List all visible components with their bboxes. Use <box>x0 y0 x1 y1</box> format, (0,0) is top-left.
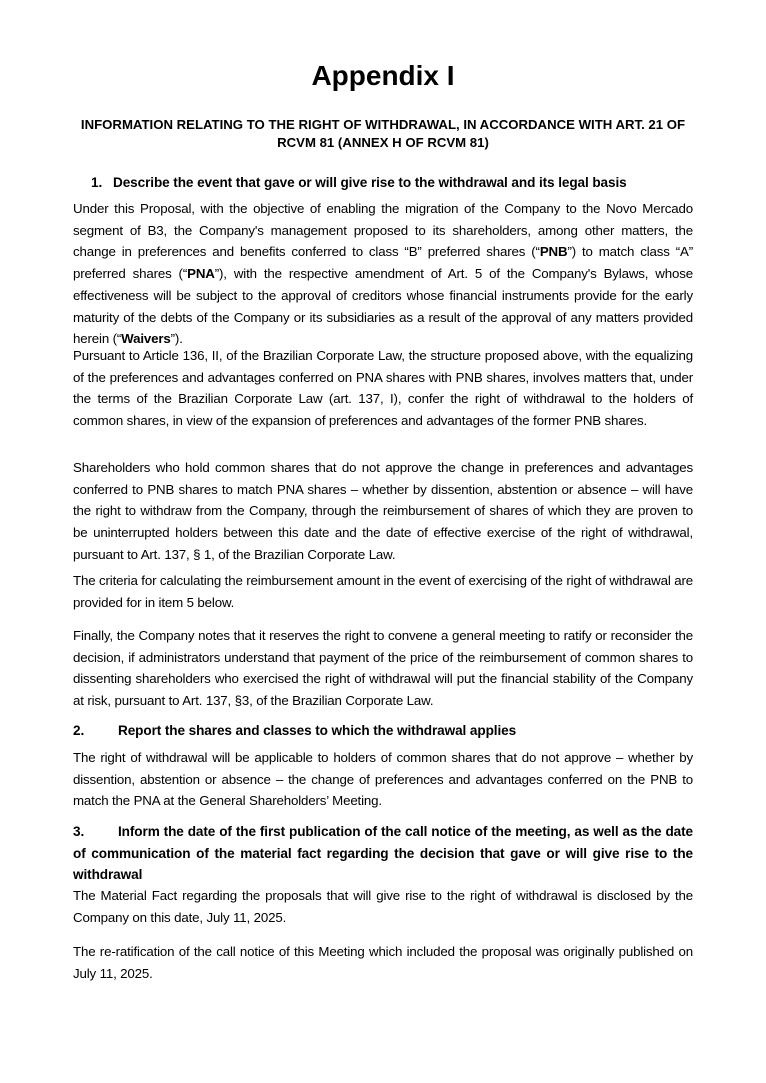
section-number: 1. <box>91 175 103 190</box>
paragraph <box>73 345 693 432</box>
paragraph <box>73 570 693 613</box>
section-heading: Report the shares and classes to which the withdrawal applies <box>118 723 517 738</box>
text-segment: The right of withdrawal will be applicable to holders of common shares that do not approve – whether by dissention, abstention or absence – the change of preferences and advantages conferred on the PNB to match the PNA at the General Shareholders’ Meeting. <box>73 750 693 809</box>
defined-term: PNA <box>187 266 215 282</box>
paragraph <box>73 941 693 984</box>
section-1-heading <box>73 172 693 194</box>
subtitle: INFORMATION RELATING TO THE RIGHT OF WITHDRAWAL, IN ACCORDANCE WITH ART. 21 OF RCVM 81 (ANNEX H OF RCVM 81) <box>80 117 686 150</box>
defined-term: PNB <box>539 244 568 260</box>
text-segment: Finally, the Company notes that it reserves the right to convene a general meeting to ratify or reconsider the decision, if administrators understand that payment of the price of the reimbursement of common shares to dissenting shareholders who exercised the right of withdrawal will put the financial stability of the Company at risk, pursuant to Art. 137, §3, of the Brazilian Corporate Law. <box>73 628 693 709</box>
paragraph <box>73 198 693 350</box>
paragraph <box>73 625 693 712</box>
section-number: 2. <box>73 723 85 738</box>
section-number: 3. <box>73 824 85 839</box>
text-segment: Pursuant to Article 136, II, of the Brazilian Corporate Law, the structure proposed above, with the equalizing of the preferences and advantages conferred on PNA shares with PNB shares, involves matters that, under the terms of the Brazilian Corporate Law (art. 137, I), confer the right of withdrawal to the holders of common shares, in view of the expansion of preferences and advantages of the former PNB shares. <box>73 348 693 429</box>
text-segment: The Material Fact regarding the proposals that will give rise to the right of withdrawal is disclosed by the Company on this date, July 11, 2025. <box>73 888 693 925</box>
text-segment: The re-ratification of the call notice of this Meeting which included the proposal was originally published on July 11, 2025. <box>73 944 693 981</box>
defined-term: Waivers <box>121 331 171 347</box>
paragraph <box>73 747 693 812</box>
text-segment: Under this Proposal, with the objective of enabling the migration of the Company to the Novo Mercado segment of B3, the Company's management proposed to its shareholders, among other matters, the change in preferences and benefits conferred to class “B” preferred shares (“ <box>73 201 693 260</box>
section-2-heading <box>73 720 693 742</box>
text-segment: ”), with the respective amendment of Art. 5 of the Company's Bylaws, whose effectiveness will be subject to the approval of creditors whose financial instruments provide for the early maturity of the debts of the Company or its subsidiaries as a result of the approval of any matters provided herein (“ <box>73 266 693 347</box>
text-segment: ”). <box>170 331 183 347</box>
text-segment: Shareholders who hold common shares that do not approve the change in preferences and advantages conferred to PNB shares to match PNA shares – whether by dissention, abstention or absence – will have the right to withdraw from the Company, through the reimbursement of shares of which they are proven to be uninterrupted holders between this date and the date of effective exercise of the right of withdrawal, pursuant to Art. 137, § 1, of the Brazilian Corporate Law. <box>73 460 693 562</box>
text-segment: The criteria for calculating the reimbursement amount in the event of exercising of the right of withdrawal are provided for in item 5 below. <box>73 573 693 610</box>
section-heading: Inform the date of the first publication of the call notice of the meeting, as well as the date of communication of the material fact regarding the decision that gave or will give rise to the withdrawal <box>73 824 693 883</box>
paragraph <box>73 885 693 928</box>
text-segment: ”) to match class “A” preferred shares (“ <box>73 244 693 282</box>
section-3-heading <box>73 821 693 886</box>
page-title: Appendix I <box>311 60 455 91</box>
section-heading: Describe the event that gave or will give rise to the withdrawal and its legal basis <box>113 175 627 190</box>
paragraph <box>73 457 693 566</box>
